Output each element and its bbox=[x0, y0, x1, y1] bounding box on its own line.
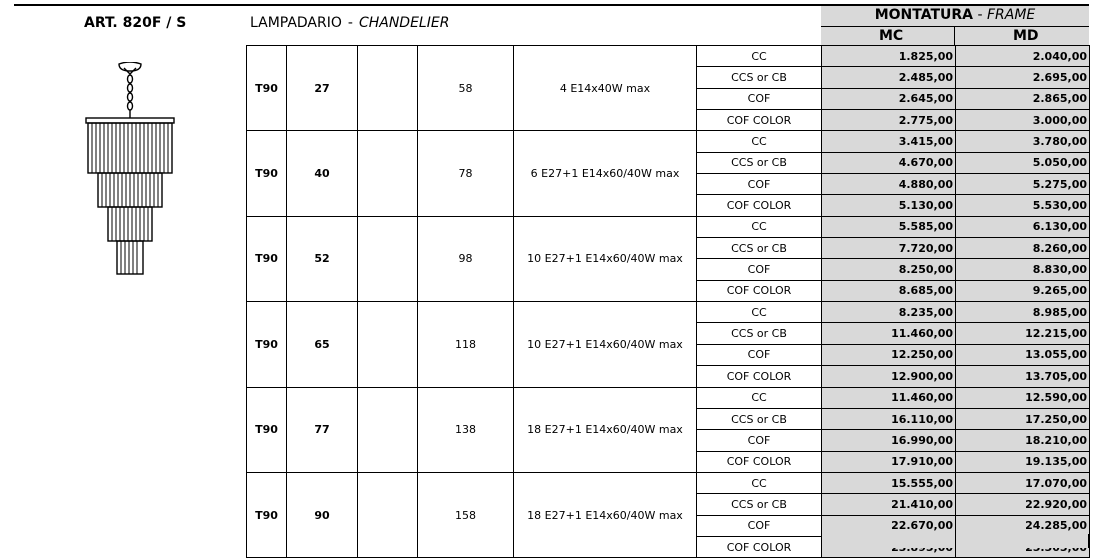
frame-header bbox=[821, 6, 1089, 45]
price-md-cell: 24.285,00 bbox=[956, 515, 1090, 536]
frame-label: MONTATURA bbox=[874, 7, 974, 23]
price-md-cell: 8.260,00 bbox=[956, 238, 1090, 259]
variant-cell: CCS or CB bbox=[697, 323, 822, 344]
dimension-cell bbox=[358, 216, 418, 301]
price-md-cell: 22.920,00 bbox=[956, 494, 1090, 515]
model-cell: T90 bbox=[247, 472, 287, 557]
dimension-cell: 77 bbox=[287, 387, 358, 472]
price-mc-cell: 4.670,00 bbox=[822, 152, 956, 173]
price-mc-cell: 22.670,00 bbox=[822, 515, 956, 536]
diameter-cell: 78 bbox=[418, 131, 514, 216]
continuation-line bbox=[1088, 534, 1089, 548]
price-md-cell: 2.040,00 bbox=[956, 46, 1090, 67]
price-table bbox=[246, 45, 1090, 558]
variant-cell: COF COLOR bbox=[697, 195, 822, 216]
price-md-cell: 2.695,00 bbox=[956, 67, 1090, 88]
continuation-line bbox=[357, 534, 358, 548]
price-md-cell: 13.055,00 bbox=[956, 344, 1090, 365]
price-mc-cell: 12.250,00 bbox=[822, 344, 956, 365]
variant-cell: COF COLOR bbox=[697, 366, 822, 387]
price-md-cell: 12.215,00 bbox=[956, 323, 1090, 344]
variant-cell: COF bbox=[697, 430, 822, 451]
product-dash: - bbox=[347, 15, 353, 31]
continuation-line bbox=[955, 534, 956, 548]
price-mc-cell: 4.880,00 bbox=[822, 174, 956, 195]
table-row bbox=[247, 387, 1090, 408]
variant-cell: CC bbox=[697, 216, 822, 237]
variant-cell: CCS or CB bbox=[697, 408, 822, 429]
chandelier-icon bbox=[84, 62, 176, 278]
table-row bbox=[247, 131, 1090, 152]
diameter-cell: 158 bbox=[418, 472, 514, 557]
price-mc-cell: 8.250,00 bbox=[822, 259, 956, 280]
price-mc-cell: 1.825,00 bbox=[822, 46, 956, 67]
price-mc-cell: 12.900,00 bbox=[822, 366, 956, 387]
dimension-cell bbox=[358, 302, 418, 387]
model-cell: T90 bbox=[247, 387, 287, 472]
continuation-line bbox=[417, 534, 418, 548]
price-md-cell: 5.275,00 bbox=[956, 174, 1090, 195]
dimension-cell: 52 bbox=[287, 216, 358, 301]
dimension-cell bbox=[358, 131, 418, 216]
price-md-cell: 5.050,00 bbox=[956, 152, 1090, 173]
price-mc-cell: 15.555,00 bbox=[822, 472, 956, 493]
variant-cell: CC bbox=[697, 46, 822, 67]
price-md-cell: 3.780,00 bbox=[956, 131, 1090, 152]
price-mc-cell: 11.460,00 bbox=[822, 323, 956, 344]
price-md-cell: 17.070,00 bbox=[956, 472, 1090, 493]
product-name: LAMPADARIO bbox=[250, 15, 342, 31]
price-md-cell: 2.865,00 bbox=[956, 88, 1090, 109]
price-md-cell: 9.265,00 bbox=[956, 280, 1090, 301]
variant-cell: CCS or CB bbox=[697, 152, 822, 173]
variant-cell: COF bbox=[697, 88, 822, 109]
bulbs-cell: 18 E27+1 E14x60/40W max bbox=[514, 472, 697, 557]
price-mc-cell: 2.775,00 bbox=[822, 110, 956, 131]
price-mc-cell: 8.685,00 bbox=[822, 280, 956, 301]
article-code: ART. 820F / S bbox=[84, 15, 187, 31]
price-md-cell: 8.830,00 bbox=[956, 259, 1090, 280]
continuation-line bbox=[286, 534, 287, 548]
variant-cell: COF bbox=[697, 515, 822, 536]
price-md-cell: 3.000,00 bbox=[956, 110, 1090, 131]
diameter-cell: 118 bbox=[418, 302, 514, 387]
table-continuation bbox=[246, 534, 1089, 548]
price-md-cell: 13.705,00 bbox=[956, 366, 1090, 387]
frame-dash: - bbox=[977, 7, 983, 23]
variant-cell: COF bbox=[697, 174, 822, 195]
price-mc-cell: 3.415,00 bbox=[822, 131, 956, 152]
variant-cell: CCS or CB bbox=[697, 238, 822, 259]
price-mc-cell: 7.720,00 bbox=[822, 238, 956, 259]
price-mc-cell: 2.485,00 bbox=[822, 67, 956, 88]
dimension-cell: 27 bbox=[287, 46, 358, 131]
column-header-mc: MC bbox=[879, 28, 904, 44]
model-cell: T90 bbox=[247, 216, 287, 301]
variant-cell: CCS or CB bbox=[697, 67, 822, 88]
continuation-line bbox=[696, 534, 697, 548]
price-md-cell: 19.135,00 bbox=[956, 451, 1090, 472]
continuation-line bbox=[513, 534, 514, 548]
dimension-cell: 40 bbox=[287, 131, 358, 216]
variant-cell: CC bbox=[697, 472, 822, 493]
dimension-cell bbox=[358, 387, 418, 472]
variant-cell: CCS or CB bbox=[697, 494, 822, 515]
variant-cell: COF COLOR bbox=[697, 280, 822, 301]
table-row bbox=[247, 46, 1090, 67]
price-md-cell: 18.210,00 bbox=[956, 430, 1090, 451]
frame-label-en: FRAME bbox=[986, 7, 1036, 23]
price-md-cell: 8.985,00 bbox=[956, 302, 1090, 323]
bulbs-cell: 18 E27+1 E14x60/40W max bbox=[514, 387, 697, 472]
continuation-line bbox=[821, 534, 822, 548]
bulbs-cell: 4 E14x40W max bbox=[514, 46, 697, 131]
bulbs-cell: 10 E27+1 E14x60/40W max bbox=[514, 302, 697, 387]
table-row bbox=[247, 302, 1090, 323]
product-name-en: CHANDELIER bbox=[358, 15, 450, 31]
dimension-cell: 90 bbox=[287, 472, 358, 557]
bulbs-cell: 6 E27+1 E14x60/40W max bbox=[514, 131, 697, 216]
frame-header-title bbox=[821, 6, 1089, 26]
price-mc-cell: 11.460,00 bbox=[822, 387, 956, 408]
price-mc-cell: 5.130,00 bbox=[822, 195, 956, 216]
header-divider bbox=[954, 26, 955, 45]
header-rule bbox=[821, 26, 1089, 27]
price-mc-cell: 16.990,00 bbox=[822, 430, 956, 451]
price-md-cell: 12.590,00 bbox=[956, 387, 1090, 408]
price-md-cell: 17.250,00 bbox=[956, 408, 1090, 429]
product-title bbox=[250, 15, 449, 31]
variant-cell: COF bbox=[697, 344, 822, 365]
variant-cell: CC bbox=[697, 302, 822, 323]
variant-cell: CC bbox=[697, 387, 822, 408]
price-mc-cell: 2.645,00 bbox=[822, 88, 956, 109]
model-cell: T90 bbox=[247, 131, 287, 216]
price-mc-cell: 8.235,00 bbox=[822, 302, 956, 323]
continuation-line bbox=[246, 534, 247, 548]
variant-cell: COF COLOR bbox=[697, 110, 822, 131]
diameter-cell: 98 bbox=[418, 216, 514, 301]
price-mc-cell: 21.410,00 bbox=[822, 494, 956, 515]
diameter-cell: 58 bbox=[418, 46, 514, 131]
price-mc-cell: 16.110,00 bbox=[822, 408, 956, 429]
table-row bbox=[247, 216, 1090, 237]
table-row bbox=[247, 472, 1090, 493]
model-cell: T90 bbox=[247, 46, 287, 131]
price-md-cell: 5.530,00 bbox=[956, 195, 1090, 216]
dimension-cell bbox=[358, 46, 418, 131]
variant-cell: CC bbox=[697, 131, 822, 152]
price-mc-cell: 17.910,00 bbox=[822, 451, 956, 472]
variant-cell: COF COLOR bbox=[697, 451, 822, 472]
column-header-md: MD bbox=[1013, 28, 1039, 44]
bulbs-cell: 10 E27+1 E14x60/40W max bbox=[514, 216, 697, 301]
diameter-cell: 138 bbox=[418, 387, 514, 472]
variant-cell: COF bbox=[697, 259, 822, 280]
price-md-cell: 6.130,00 bbox=[956, 216, 1090, 237]
variant-cell: COF COLOR bbox=[697, 536, 822, 557]
dimension-cell: 65 bbox=[287, 302, 358, 387]
price-mc-cell: 5.585,00 bbox=[822, 216, 956, 237]
model-cell: T90 bbox=[247, 302, 287, 387]
